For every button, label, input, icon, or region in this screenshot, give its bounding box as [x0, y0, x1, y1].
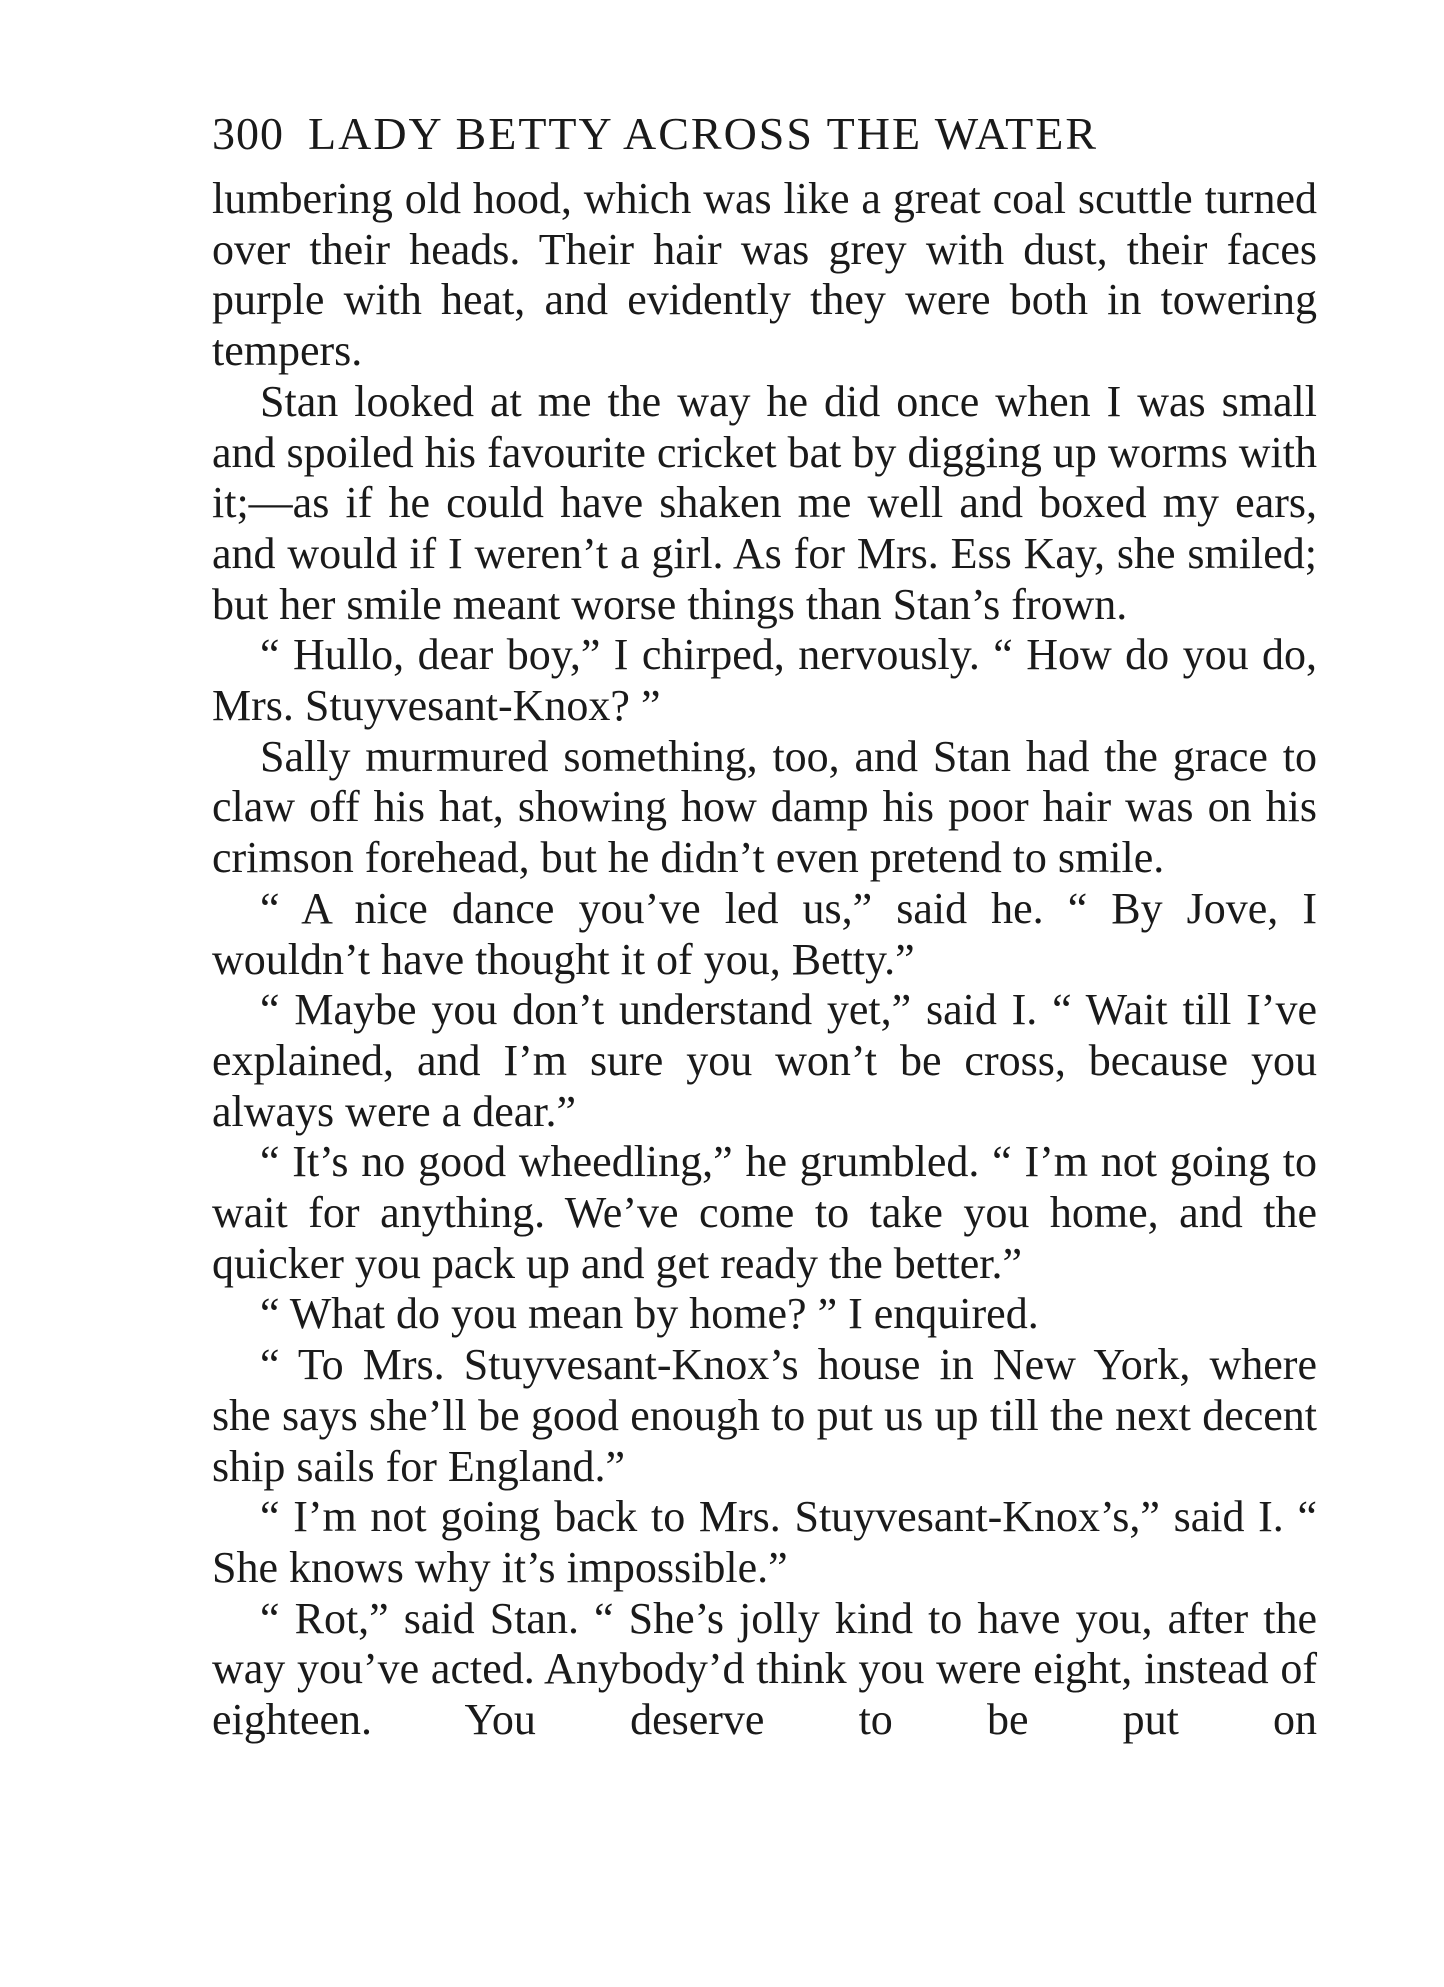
paragraph: “ To Mrs. Stuyvesant-Knox’s house in New York, where she says she’ll be good enough to put us up till the next decent ship sails for England.” [212, 1340, 1317, 1491]
running-head [212, 106, 1317, 162]
paragraph: “ What do you mean by home? ” I enquired. [260, 1289, 1039, 1339]
paragraph: “ Maybe you don’t understand yet,” said I. “ Wait till I’ve explained, and I’m sure you won’t be cross, because you always were a dear.” [212, 985, 1317, 1136]
paragraph: Sally murmured something, too, and Stan had the grace to claw off his hat, showing how damp his poor hair was on his crimson forehead, but he didn’t even pretend to smile. [212, 731, 1317, 883]
paragraph: “ A nice dance you’ve led us,” said he. “ By Jove, I wouldn’t have thought it of you, Betty.” [212, 883, 1317, 984]
running-title: LADY BETTY ACROSS THE WATER [308, 108, 1099, 159]
body-text [212, 174, 1317, 1746]
page-number: 300 [212, 108, 284, 159]
paragraph: lumbering old hood, which was like a great coal scuttle turned over their heads. Their hair was grey with dust, their faces purple with heat, and evidently they were both in towering tempers. [212, 174, 1317, 376]
book-page [212, 106, 1317, 1746]
paragraph: “ I’m not going back to Mrs. Stuyvesant-Knox’s,” said I. “ She knows why it’s impossible.” [212, 1492, 1317, 1592]
paragraph: “ Rot,” said Stan. “ She’s jolly kind to have you, after the way you’ve acted. Anybody’d think you were eight, instead of eighteen. You deserve to be put on [212, 1593, 1317, 1745]
paragraph: “ Hullo, dear boy,” I chirped, nervously. “ How do you do, Mrs. Stuyvesant-Knox? ” [212, 630, 1317, 731]
paragraph: Stan looked at me the way he did once when I was small and spoiled his favourite cricket bat by digging up worms with it;—as if he could have shaken me well and boxed my ears, and would if I weren’t a girl. As for Mrs. Ess Kay, she smiled; but her smile meant worse things than Stan’s frown. [212, 376, 1317, 629]
paragraph: “ It’s no good wheedling,” he grumbled. “ I’m not going to wait for anything. We’ve come to take you home, and the quicker you pack up and get ready the better.” [212, 1137, 1317, 1288]
